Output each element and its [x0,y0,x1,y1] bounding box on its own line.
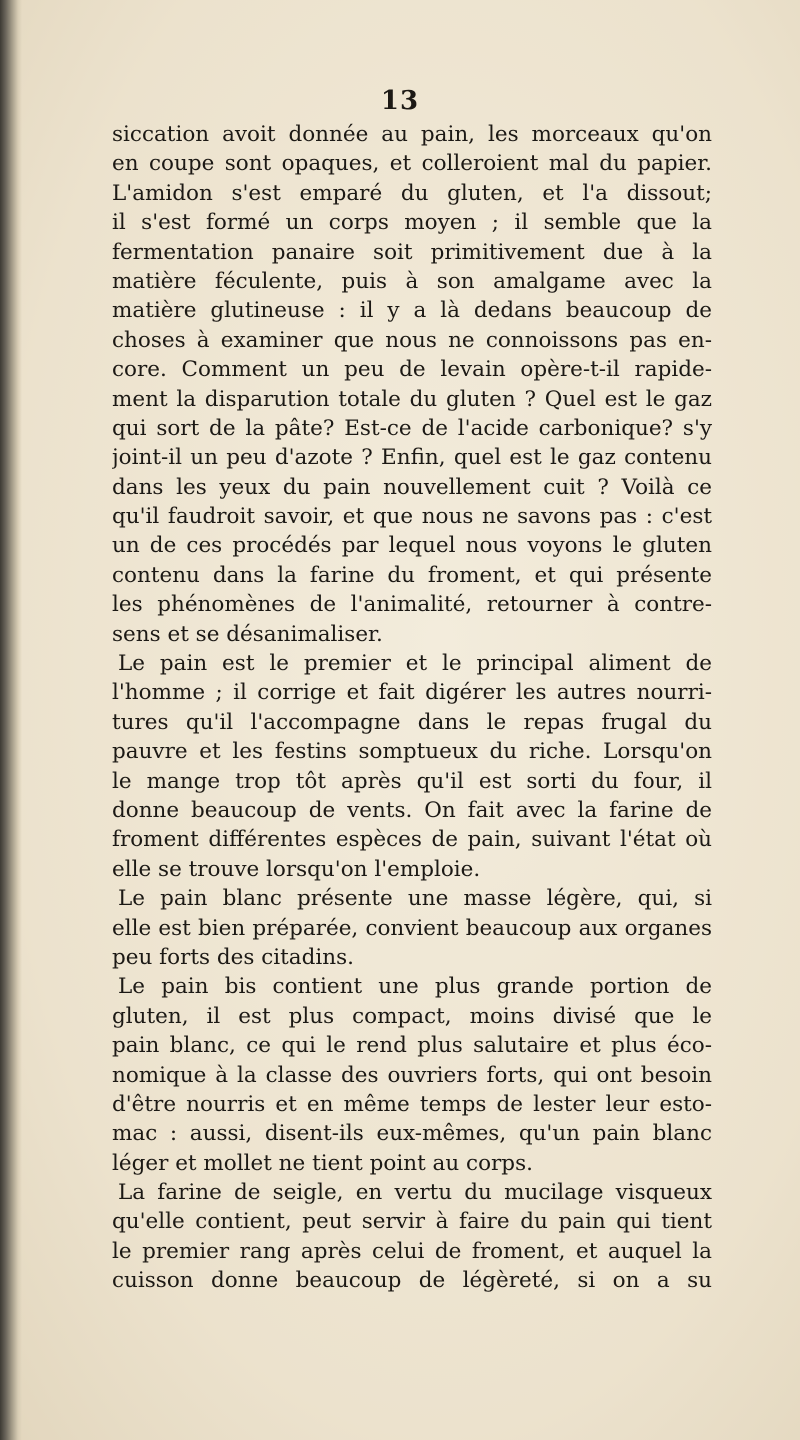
text-line: nomique à la classe des ouvriers forts, qui ont besoin [112,1062,712,1088]
body-text [112,120,712,1296]
text-line: qui sort de la pâte? Est-ce de l'acide carbonique? s'y [112,415,712,441]
text-line: les phénomènes de l'animalité, retourner à contre- [112,592,712,618]
text-line: donne beaucoup de vents. On fait avec la farine de [112,797,712,823]
text-line: dans les yeux du pain nouvellement cuit ? Voilà ce [112,474,712,500]
book-binding-edge [0,0,22,1440]
text-line: siccation avoit donnée au pain, les morceaux qu'on [112,122,712,147]
text-line: en coupe sont opaques, et colleroient mal du papier. [112,151,712,177]
text-line: sens et se désanimaliser. [112,621,383,647]
text-line: peu forts des citadins. [112,944,354,970]
text-line: core. Comment un peu de levain opère-t-il rapide- [112,357,712,383]
text-line: La farine de seigle, en vertu du mucilage visqueux [118,1180,712,1206]
text-line: mac : aussi, disent-ils eux-mêmes, qu'un pain blanc [112,1121,712,1147]
text-line: cuisson donne beaucoup de légèreté, si on a su [112,1268,712,1294]
text-line: Le pain bis contient une plus grande portion de [118,974,712,1000]
text-line: gluten, il est plus compact, moins divisé que le [112,1003,712,1029]
text-line: léger et mollet ne tient point au corps. [112,1150,533,1176]
text-line: choses à examiner que nous ne connoissons pas en- [112,327,712,353]
text-line: contenu dans la farine du froment, et qui présente [112,562,712,588]
text-line: qu'elle contient, peut servir à faire du pain qui tient [112,1209,712,1235]
text-line: pauvre et les festins somptueux du riche. Lorsqu'on [112,739,712,765]
text-line: joint-il un peu d'azote ? Enfin, quel est le gaz contenu [112,445,712,471]
text-line: L'amidon s'est emparé du gluten, et l'a dissout; [112,180,712,206]
text-line: d'être nourris et en même temps de lester leur esto- [112,1091,712,1117]
text-line: matière glutineuse : il y a là dedans beaucoup de [112,298,712,324]
text-line: elle se trouve lorsqu'on l'emploie. [112,856,481,882]
text-line: le mange trop tôt après qu'il est sorti du four, il [112,768,712,794]
text-line: il s'est formé un corps moyen ; il semble que la [112,210,712,236]
text-line: ment la disparution totale du gluten ? Quel est le gaz [112,386,712,412]
text-line: un de ces procédés par lequel nous voyons le gluten [112,533,712,559]
text-line: le premier rang après celui de froment, et auquel la [112,1238,712,1264]
text-line: matière féculente, puis à son amalgame avec la [112,268,712,294]
text-line: tures qu'il l'accompagne dans le repas frugal du [112,709,712,735]
page-number: 13 [380,86,420,116]
text-line: fermentation panaire soit primitivement due à la [112,239,712,265]
text-line: Le pain est le premier et le principal aliment de [118,651,712,677]
text-line: pain blanc, ce qui le rend plus salutaire et plus éco- [112,1033,712,1059]
text-line: elle est bien préparée, convient beaucoup aux organes [112,915,712,941]
text-line: qu'il faudroit savoir, et que nous ne savons pas : c'est [112,504,712,530]
text-line: l'homme ; il corrige et fait digérer les autres nourri- [112,680,712,706]
text-line: Le pain blanc présente une masse légère, qui, si [118,886,712,912]
text-line: froment différentes espèces de pain, suivant l'état où [112,827,712,853]
